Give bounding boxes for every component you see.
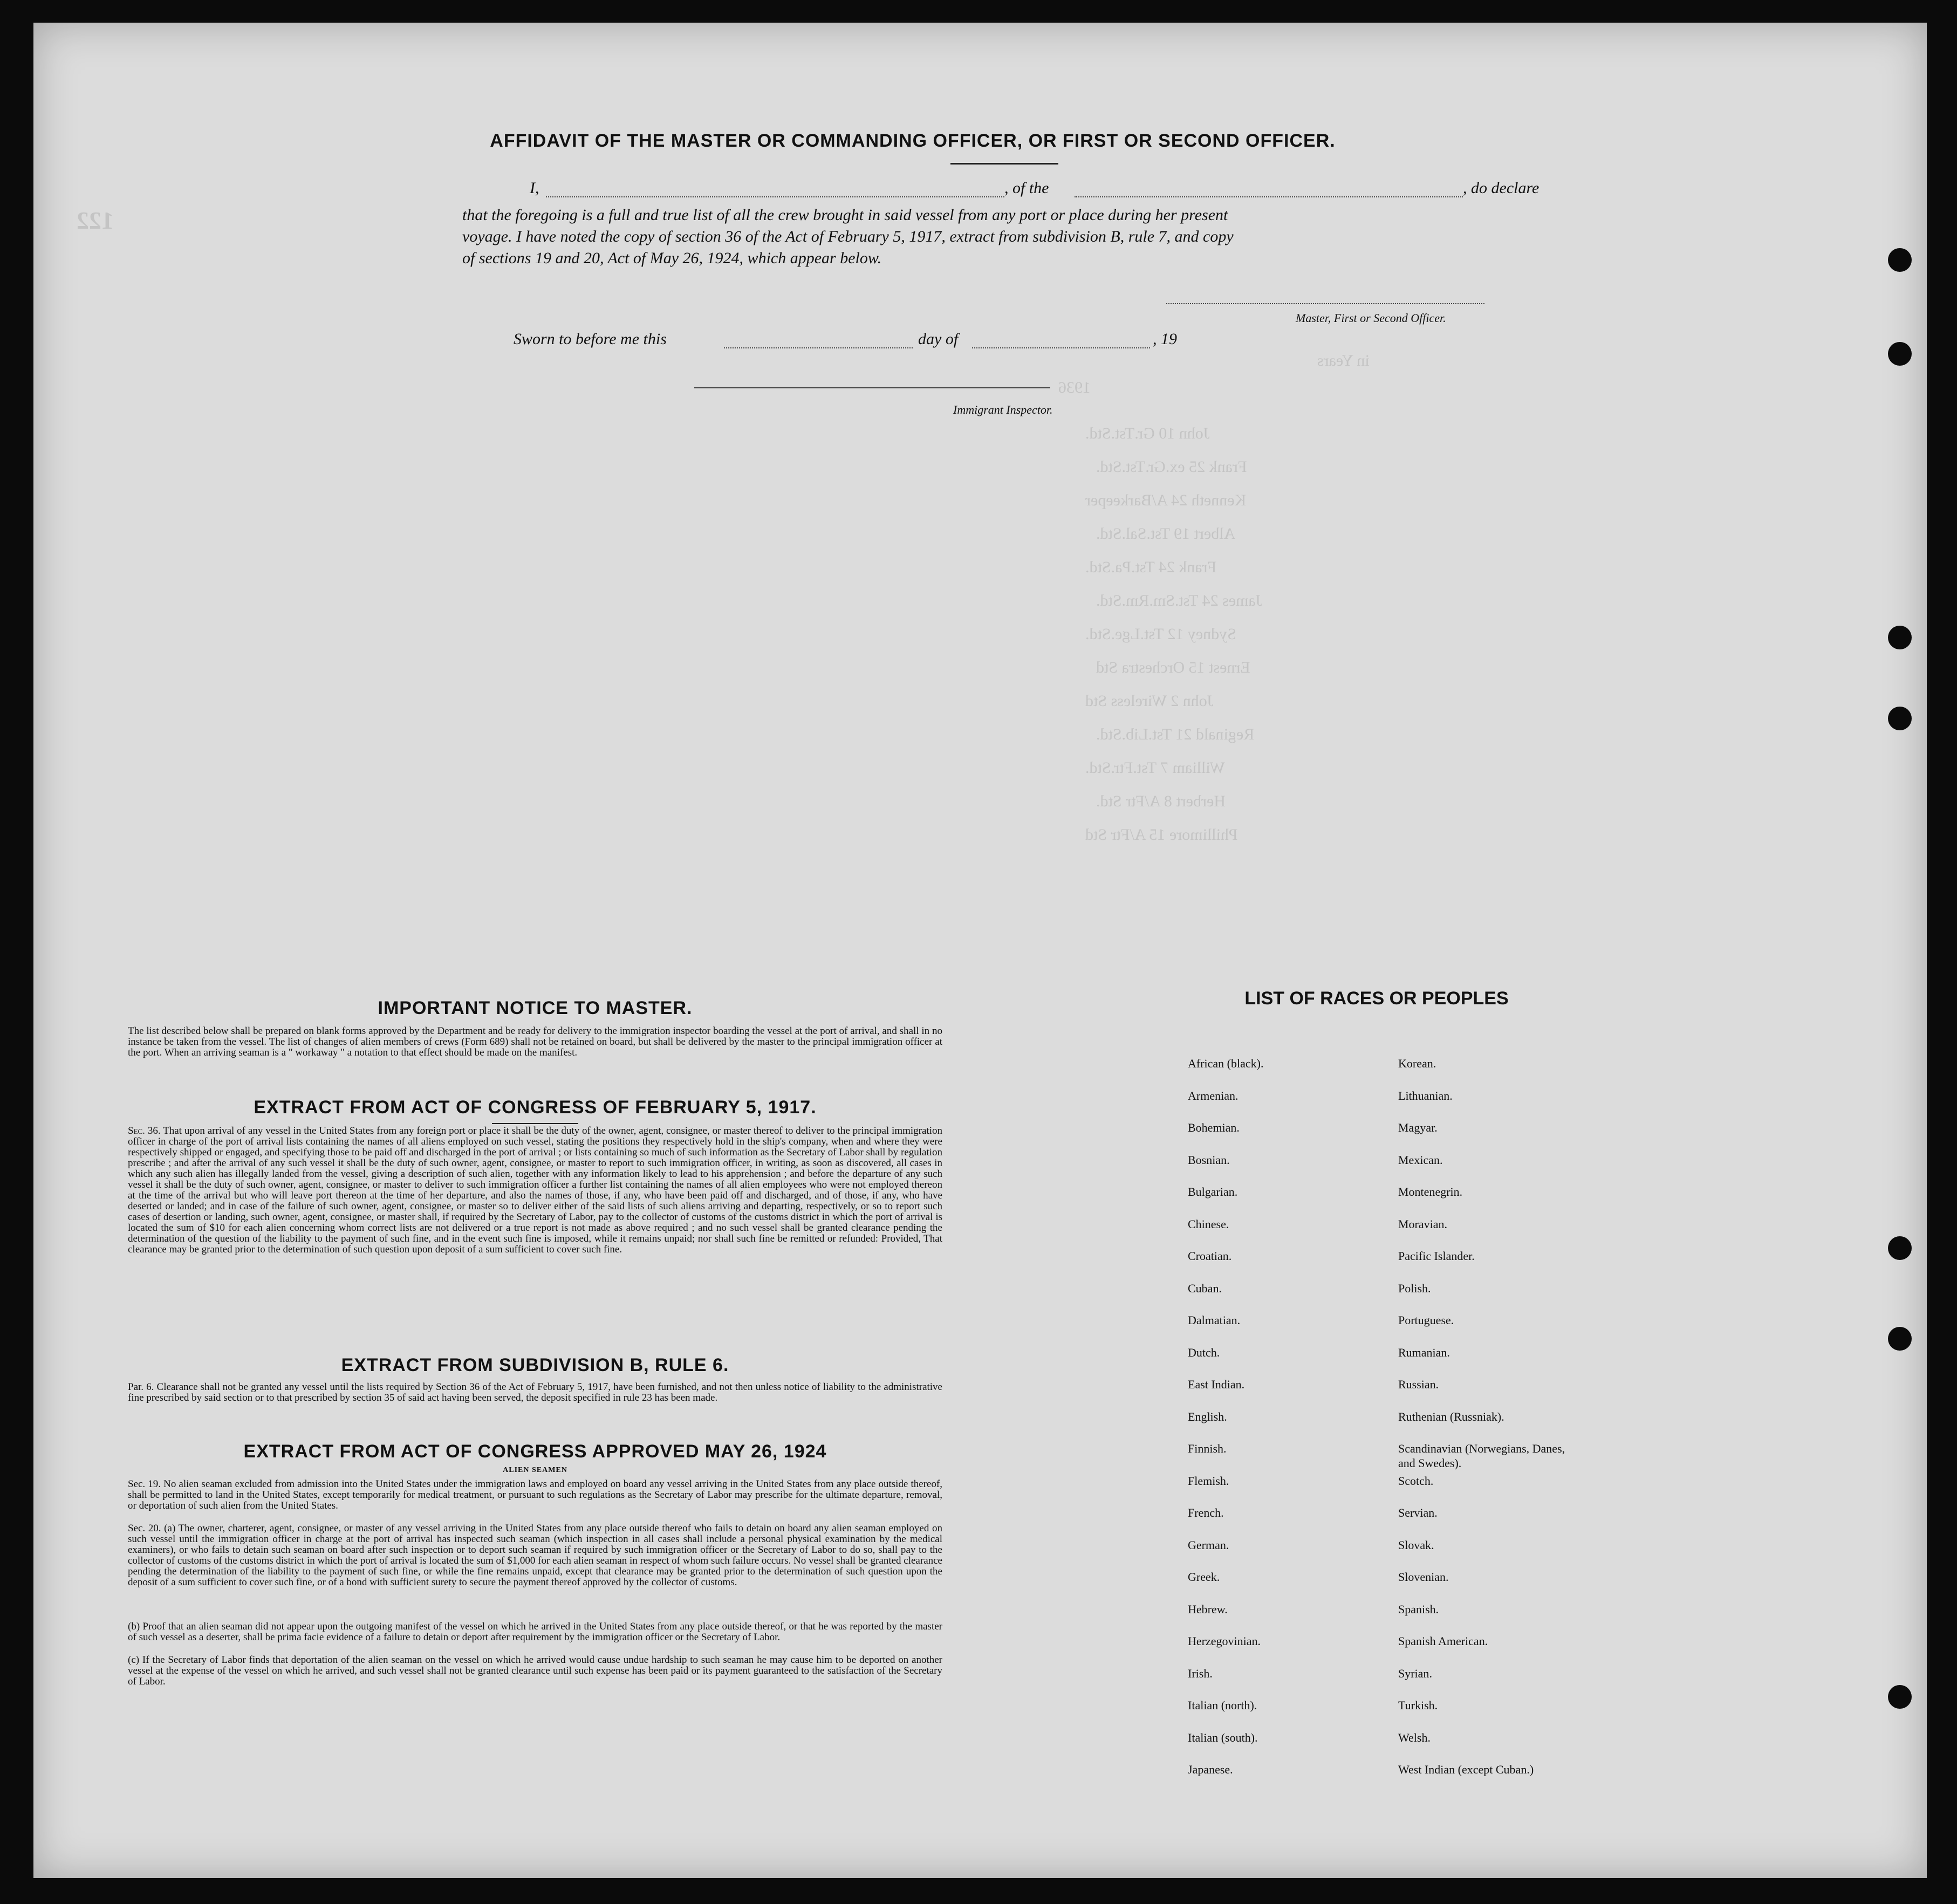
affidavit-line-2: that the foregoing is a full and true list of all the crew brought in said vessel from any port or place during her present <box>462 206 1228 224</box>
race-item: Dalmatian. <box>1188 1313 1241 1327</box>
race-item: Russian. <box>1398 1378 1439 1391</box>
race-item: Bohemian. <box>1188 1121 1240 1134</box>
act-1917-title: EXTRACT FROM ACT OF CONGRESS OF FEBRUARY 5, 1917. <box>254 1097 817 1118</box>
race-item: Italian (south). <box>1188 1730 1258 1744</box>
sworn-day-of: day of <box>918 330 959 348</box>
race-item: Croatian. <box>1188 1249 1232 1263</box>
race-item: Slovenian. <box>1398 1570 1449 1584</box>
bleed-row: John 2 Wireless Std <box>1085 692 1214 710</box>
punch-hole <box>1888 707 1912 730</box>
race-item: East Indian. <box>1188 1378 1245 1391</box>
race-item: Scandinavian (Norwegians, Danes, and Swedes). <box>1398 1442 1565 1470</box>
bleed-row: Phillimore 15 A/Ftr Std <box>1085 826 1238 844</box>
race-item: Dutch. <box>1188 1345 1220 1359</box>
bleed-year: 1936 <box>1058 379 1091 396</box>
notice-text: The list described below shall be prepared on blank forms approved by the Department and be ready for delivery to the immigration inspector boarding the vessel at the port of arrival, and shall in no instance be taken from the vessel. The list of changes of alien members of crews (Form 689) shall not be retained on board, but shall be delivered by the master to the principal immigration officer at the port. When an arriving seaman is a " workaway " a notation to that effect should be made on the manifest. <box>128 1025 942 1058</box>
inspector-signature-line <box>694 387 1050 388</box>
punch-hole <box>1888 626 1912 649</box>
act-1924-title: EXTRACT FROM ACT OF CONGRESS APPROVED MAY 26, 1924 <box>243 1441 827 1462</box>
punch-hole <box>1888 1327 1912 1351</box>
race-item: Lithuanian. <box>1398 1088 1453 1102</box>
inspector-label: Immigrant Inspector. <box>953 403 1053 416</box>
race-item: Syrian. <box>1398 1666 1432 1680</box>
race-item: West Indian (except Cuban.) <box>1398 1763 1534 1776</box>
master-signature-line <box>1166 303 1484 304</box>
sworn-day-line <box>724 347 913 348</box>
race-item: Hebrew. <box>1188 1602 1228 1616</box>
bleed-row: Frank 24 Tst.Pa.Std. <box>1085 558 1217 576</box>
sworn-year: , 19 <box>1153 330 1177 348</box>
race-item: Greek. <box>1188 1570 1220 1584</box>
race-item: Korean. <box>1398 1057 1436 1070</box>
sec-36-label: Sec. 36. <box>128 1125 161 1136</box>
bleed-row: John 10 Gr.Tst.Std. <box>1085 424 1210 442</box>
bleed-page-number: 122 <box>77 207 114 234</box>
punch-hole <box>1888 1685 1912 1709</box>
punch-hole <box>1888 1236 1912 1260</box>
race-item: English. <box>1188 1409 1227 1423</box>
race-item: Japanese. <box>1188 1763 1233 1776</box>
act-1924-sec20c: (c) If the Secretary of Labor finds that deportation of the alien seaman on the vessel on which he arrived would cause undue hardship to such seaman he may cause him to be deported on another vessel at the expense of the vessel on which he arrived, and such vessel shall not be granted clearance until such expense has been paid or its payment guaranteed to the satisfaction of the Secretary of Labor. <box>128 1654 942 1687</box>
act-1924-sec19: Sec. 19. No alien seaman excluded from admission into the United States under the immigration laws and employed on board any vessel arriving in the United States from any place outside thereof, shall be permitted to land in the United States, except temporarily for medical treatment, or pursuant to such regulations as the Secretary of Labor may prescribe for the ultimate departure, removal, or deportation of such alien from the United States. <box>128 1478 942 1511</box>
punch-hole <box>1888 248 1912 272</box>
race-item: Cuban. <box>1188 1281 1222 1295</box>
race-item: Bosnian. <box>1188 1153 1230 1167</box>
affidavit-do-declare: , do declare <box>1463 179 1539 197</box>
name-fill-line <box>546 196 1004 197</box>
race-item: Magyar. <box>1398 1121 1438 1134</box>
bleed-row: Frank 25 ex.Gr.Tst.Std. <box>1096 458 1247 476</box>
affidavit-line-4: of sections 19 and 20, Act of May 26, 1924, which appear below. <box>462 249 882 267</box>
rule-6-title: EXTRACT FROM SUBDIVISION B, RULE 6. <box>341 1355 729 1375</box>
rule-6-text: Par. 6. Clearance shall not be granted any vessel until the lists required by Section 36 of the Act of February 5, 1917, have been furnished, and not then unless notice of liability to the administrative fine prescribed by said section or to that prescribed by section 35 of said act having been served, the deposit specified in rule 23 has been made. <box>128 1381 942 1403</box>
race-item: Portuguese. <box>1398 1313 1454 1327</box>
bleed-row: Reginald 21 Tst.Lib.Std. <box>1096 725 1255 743</box>
sworn-text: Sworn to before me this <box>514 330 667 348</box>
race-item: German. <box>1188 1538 1229 1552</box>
act-1924-sec20b: (b) Proof that an alien seaman did not appear upon the outgoing manifest of the vessel on which he arrived in the United States from any place outside thereof, or that he was reported by the master of such vessel as a deserter, shall be prima facie evidence of a failure to detain or deport after requirement by the immigration officer or the Secretary of Labor. <box>128 1621 942 1643</box>
race-item: Finnish. <box>1188 1442 1227 1455</box>
race-item: Pacific Islander. <box>1398 1249 1475 1263</box>
race-item: Flemish. <box>1188 1474 1229 1488</box>
master-signature-label: Master, First or Second Officer. <box>1296 311 1446 325</box>
race-item: Spanish American. <box>1398 1634 1488 1648</box>
race-item: Montenegrin. <box>1398 1185 1463 1198</box>
race-item: Welsh. <box>1398 1730 1431 1744</box>
affidavit-line-3: voyage. I have noted the copy of section 36 of the Act of February 5, 1917, extract from subdivision B, rule 7, and copy <box>462 228 1234 245</box>
sec-36-text: That upon arrival of any vessel in the United States from any foreign port or place it shall be the duty of the owner, agent, consignee, or master thereof to deliver to the principal immigration officer in charge of the port of arrival lists containing the names of all aliens employed on such vessel, stating the positions they respectively hold in the ship's company, when and where they were respectively shipped or engaged, and specifying those to be paid off and discharged in the port of arrival ; or lists containing so much of such information as the Secretary of Labor shall by regulation prescribe ; and after the arrival of any such vessel it shall be the duty of such owner, agent, consignee, or master to report to such immigration officer, in writing, as soon as discovered, all cases in which any such alien has illegally landed from the vessel, giving a description of such alien, together with any information likely to lead to his apprehension ; and before the departure of any such vessel it shall be the duty of such owner, agent, consignee, or master to deliver to such immigration officer a further list containing the names of all alien employees who were not employed thereon at the time of the arrival but who will leave port thereon at the time of her departure, and also the names of those, if any, who have been paid off and discharged, and of those, if any, who have deserted or landed; and in case of the failure of such owner, agent, consignee, or master so to deliver either of the said lists of such aliens arriving and departing, respectively, or so to report such cases of desertion or landing, such owner, agent, consignee, or master shall, if required by the Secretary of Labor, pay to the collector of customs of the customs district in which the port of arrival is located the sum of $10 for each alien concerning whom correct lists are not delivered or a true report is not made as above required ; and no such vessel shall be granted clearance pending the determination of the question of the liability to the payment of such fine, and in the event such fine is imposed, while it remains unpaid; nor shall such fine be remitted or refunded: Provided, That clearance may be granted prior to the determination of such question upon deposit of a sum sufficient to cover such fine. <box>128 1125 942 1255</box>
act-1924-subtitle: ALIEN SEAMEN <box>503 1466 567 1474</box>
race-item: Rumanian. <box>1398 1345 1450 1359</box>
race-item: Herzegovinian. <box>1188 1634 1261 1648</box>
race-item: Bulgarian. <box>1188 1185 1238 1198</box>
affidavit-of-the: , of the <box>1004 179 1049 197</box>
affidavit-title: AFFIDAVIT OF THE MASTER OR COMMANDING OFFICER, OR FIRST OR SECOND OFFICER. <box>490 131 1336 151</box>
race-item: Ruthenian (Russniak). <box>1398 1409 1504 1423</box>
races-title: LIST OF RACES OR PEOPLES <box>1244 988 1509 1009</box>
bleed-row: Ernest 15 Orchestra Std <box>1096 659 1250 676</box>
manifest-page <box>33 23 1927 1878</box>
bleed-row: William 7 Tst.Ftr.Std. <box>1085 759 1225 777</box>
race-item: Armenian. <box>1188 1088 1238 1102</box>
races-right-column <box>1398 1047 1630 1786</box>
race-item: Turkish. <box>1398 1698 1438 1712</box>
race-item: Scotch. <box>1398 1474 1434 1488</box>
bleed-row: Albert 19 Tst.Sal.Std. <box>1096 525 1236 543</box>
race-item: Irish. <box>1188 1666 1213 1680</box>
race-item: Italian (north). <box>1188 1698 1257 1712</box>
race-item: Spanish. <box>1398 1602 1439 1616</box>
act-1917-sec36 <box>128 1126 942 1255</box>
race-item: Polish. <box>1398 1281 1431 1295</box>
bleed-column-label: in Years <box>1317 352 1370 369</box>
race-item: Servian. <box>1398 1506 1438 1519</box>
act-1917-rule <box>492 1123 578 1124</box>
bleed-row: Kenneth 24 A/Barkeeper <box>1085 491 1247 509</box>
race-item: French. <box>1188 1506 1224 1519</box>
race-item: Chinese. <box>1188 1217 1229 1231</box>
race-item: Moravian. <box>1398 1217 1448 1231</box>
affidavit-i: I, <box>530 179 539 197</box>
sworn-month-line <box>972 347 1150 348</box>
races-left-column <box>1188 1047 1366 1786</box>
race-item: African (black). <box>1188 1057 1264 1070</box>
race-item: Mexican. <box>1398 1153 1443 1167</box>
race-item: Slovak. <box>1398 1538 1434 1552</box>
bleed-row: Herbert 8 A/Ftr Std. <box>1096 792 1226 810</box>
bleed-row: Sydney 12 Tst.Lge.Std. <box>1085 625 1236 643</box>
act-1924-sec20a: Sec. 20. (a) The owner, charterer, agent, consignee, or master of any vessel arriving in the United States from any place outside thereof who fails to detain on board any alien seaman employed on such vessel until the immigration officer in charge at the port of arrival has inspected such seaman (which inspection in all cases shall include a personal physical examination by the medical examiners), or who fails to detain such seaman on board after such inspection or to deport such seaman if required by such immigration officer or the Secretary of Labor to do so, shall pay to the collector of customs of the customs district in which the port of arrival is located the sum of $1,000 for each alien seaman in respect of whom such failure occurs. No vessel shall be granted clearance pending the determination of the liability to the payment of such fine, or while the fine remains unpaid, except that clearance may be granted prior to the determination of such question upon the deposit of a sum sufficient to cover such fine, or of a bond with sufficient surety to secure the payment thereof approved by the collector of customs. <box>128 1523 942 1588</box>
notice-title: IMPORTANT NOTICE TO MASTER. <box>378 998 693 1018</box>
punch-hole <box>1888 342 1912 366</box>
title-rule <box>950 163 1058 165</box>
bleed-row: James 24 Tst.Sm.Rm.Std. <box>1096 592 1262 609</box>
vessel-fill-line <box>1075 196 1463 197</box>
